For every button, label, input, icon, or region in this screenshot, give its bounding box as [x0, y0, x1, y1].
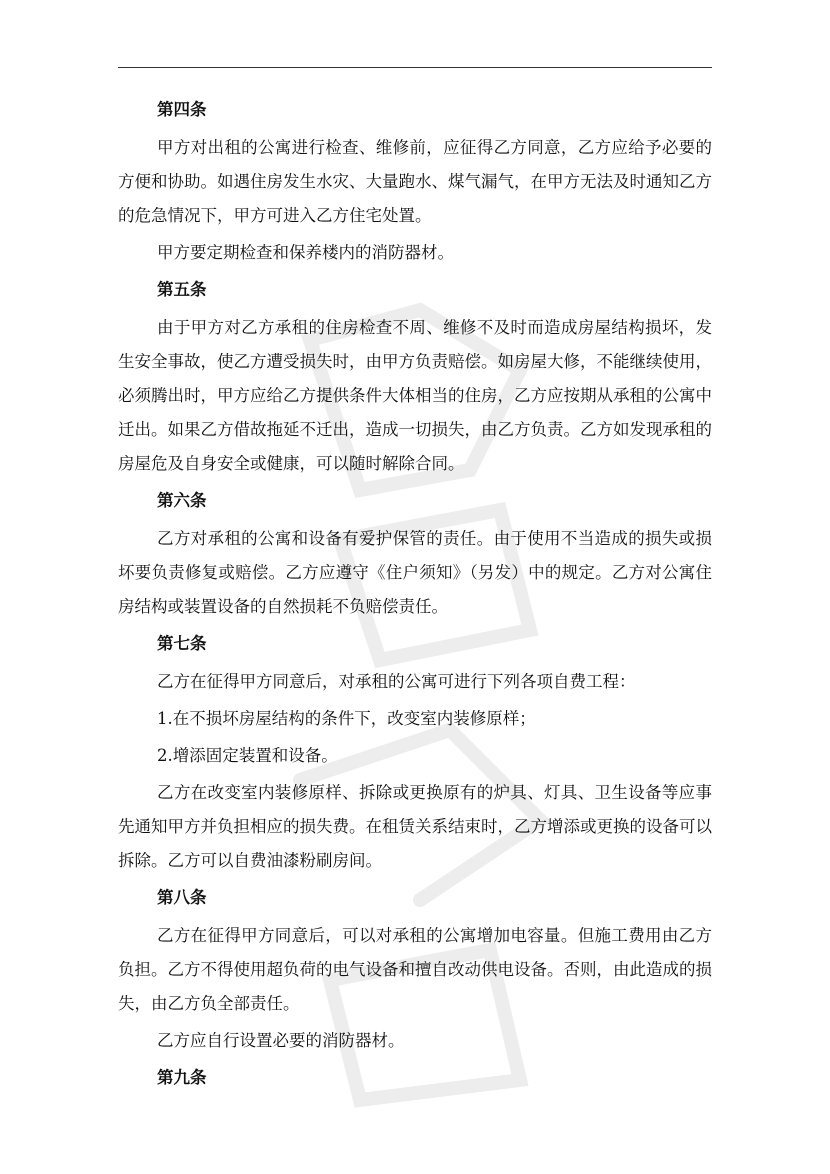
article-paragraph: 甲方要定期检查和保养楼内的消防器材。: [157, 243, 454, 262]
article-paragraph: 由于甲方对乙方承租的住房检查不周、维修不及时而造成房屋结构损坏，发生安全事故，使乙方遭受损失时，由甲方负责赔偿。如房屋大修，不能继续使用，必须腾出时，甲方应给乙方提供条件大体相当的住房，乙方应按期从承租的公寓中迁出。如果乙方借故拖延不迁出，造成一切损失，由乙方负责。乙方如发现承租的房屋危及自身安全或健康，可以随时解除合同。: [118, 318, 712, 473]
header-rule: [118, 67, 712, 68]
article-heading: 第五条: [157, 280, 207, 299]
article-paragraph: 乙方应自行设置必要的消防器材。: [157, 1031, 405, 1050]
article-paragraph: 1.在不损坏房屋结构的条件下，改变室内装修原样；: [157, 709, 536, 728]
article-paragraph: 甲方对出租的公寓进行检查、维修前，应征得乙方同意，乙方应给予必要的方便和协助。如遇住房发生水灾、大量跑水、煤气漏气，在甲方无法及时通知乙方的危急情况下，甲方可进入乙方住宅处置。: [118, 138, 712, 225]
article-heading: 第八条: [157, 888, 207, 907]
article-paragraph: 乙方在征得甲方同意后，可以对承租的公寓增加电容量。但施工费用由乙方负担。乙方不得使用超负荷的电气设备和擅自改动供电设备。否则，由此造成的损失，由乙方负全部责任。: [118, 926, 712, 1013]
article-heading: 第六条: [157, 491, 207, 510]
article-paragraph: 乙方对承租的公寓和设备有爱护保管的责任。由于使用不当造成的损失或损坏要负责修复或赔偿。乙方应遵守《住户须知》（另发）中的规定。乙方对公寓住房结构或装置设备的自然损耗不负赔偿责任。: [118, 529, 712, 616]
article-heading: 第四条: [157, 100, 207, 119]
article-paragraph: 乙方在征得甲方同意后，对承租的公寓可进行下列各项自费工程：: [157, 672, 636, 691]
article-heading: 第七条: [157, 634, 207, 653]
article-heading: 第九条: [157, 1068, 207, 1087]
article-paragraph: 乙方在改变室内装修原样、拆除或更换原有的炉具、灯具、卫生设备等应事先通知甲方并负担相应的损失费。在租赁关系结束时，乙方增添或更换的设备可以拆除。乙方可以自费油漆粉刷房间。: [118, 783, 712, 870]
article-paragraph: 2.增添固定装置和设备。: [157, 746, 338, 765]
document-body: [118, 93, 712, 1099]
